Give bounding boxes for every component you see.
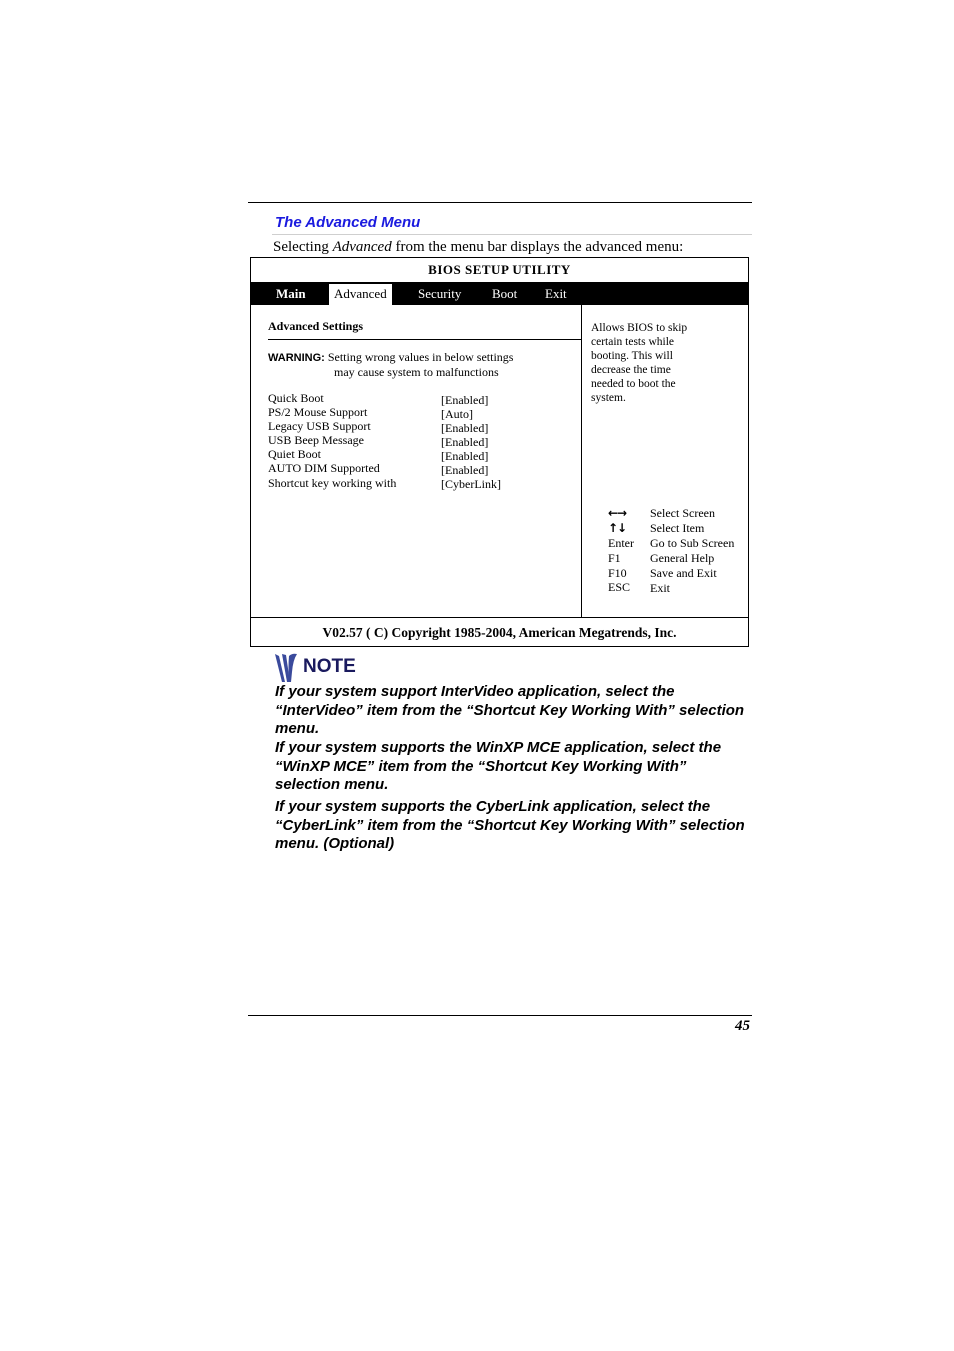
- key-desc-select-screen: Select Screen: [650, 506, 715, 520]
- help-text: Allows BIOS to skip certain tests while booting. This will decrease the time needed to boot the system.: [591, 322, 688, 404]
- page-number: 45: [735, 1018, 750, 1034]
- settings-underline: [268, 339, 581, 340]
- option-quick-boot-value[interactable]: [Enabled]: [441, 393, 489, 407]
- panel-divider: [581, 305, 582, 617]
- up-down-arrows-icon: ↑↓: [608, 521, 627, 535]
- option-quick-boot[interactable]: Quick Boot: [268, 391, 324, 405]
- menu-security[interactable]: Security: [418, 286, 462, 301]
- settings-title: Advanced Settings: [268, 319, 364, 333]
- key-enter: Enter: [608, 536, 634, 550]
- note-paragraph-winxp-mce: If your system supports the WinXP MCE application, select the “WinXP MCE” item from the “Shortcut Key Working With” selection menu.: [275, 739, 722, 793]
- key-f1: F1: [608, 551, 621, 565]
- option-auto-dim[interactable]: AUTO DIM Supported: [268, 461, 380, 475]
- note-paragraph-intervideo: If your system support InterVideo application, select the “InterVideo” item from the “Shortcut Key Working With” selection menu.: [275, 683, 745, 737]
- left-right-arrows-icon: ←→: [608, 506, 627, 520]
- menu-boot[interactable]: Boot: [492, 286, 518, 301]
- menu-main[interactable]: Main: [276, 286, 306, 301]
- top-rule: [248, 202, 752, 203]
- option-quiet-boot-value[interactable]: [Enabled]: [441, 449, 489, 463]
- option-usb-beep[interactable]: USB Beep Message: [268, 433, 364, 447]
- option-ps2-mouse[interactable]: PS/2 Mouse Support: [268, 405, 368, 419]
- key-desc-exit: Exit: [650, 581, 670, 595]
- intro-text: Selecting Advanced from the menu bar displays the advanced menu:: [273, 239, 684, 255]
- option-usb-beep-value[interactable]: [Enabled]: [441, 435, 489, 449]
- bios-copyright: V02.57 ( C) Copyright 1985-2004, American Megatrends, Inc.: [322, 625, 677, 640]
- option-legacy-usb-value[interactable]: [Enabled]: [441, 421, 489, 435]
- key-esc: ESC: [608, 580, 631, 594]
- key-desc-select-item: Select Item: [650, 521, 705, 535]
- warning-text: WARNING: Setting wrong values in below settings may cause system to malfunctions: [268, 350, 514, 379]
- title-underline: [272, 234, 752, 235]
- section-title: The Advanced Menu: [275, 214, 421, 231]
- key-f10: F10: [608, 566, 627, 580]
- note-icon: [273, 652, 301, 684]
- note-label: NOTE: [303, 656, 356, 677]
- option-quiet-boot[interactable]: Quiet Boot: [268, 447, 321, 461]
- option-shortcut-key[interactable]: Shortcut key working with: [268, 476, 397, 490]
- menu-advanced[interactable]: Advanced: [329, 284, 392, 305]
- note-paragraph-cyberlink: If your system supports the CyberLink application, select the “CyberLink” item from the “Shortcut Key Working With” selection menu. (Optional): [275, 798, 745, 852]
- menu-exit[interactable]: Exit: [545, 286, 567, 301]
- option-ps2-mouse-value[interactable]: [Auto]: [441, 407, 473, 421]
- bottom-rule: [248, 1015, 752, 1016]
- key-desc-general-help: General Help: [650, 551, 715, 565]
- key-desc-save-exit: Save and Exit: [650, 566, 717, 580]
- bios-title: BIOS SETUP UTILITY: [428, 262, 571, 277]
- bios-screenshot: [250, 257, 749, 647]
- option-legacy-usb[interactable]: Legacy USB Support: [268, 419, 371, 433]
- option-auto-dim-value[interactable]: [Enabled]: [441, 463, 489, 477]
- option-shortcut-key-value[interactable]: [CyberLink]: [441, 477, 501, 491]
- key-desc-sub-screen: Go to Sub Screen: [650, 536, 735, 550]
- bios-menubar: [251, 282, 748, 305]
